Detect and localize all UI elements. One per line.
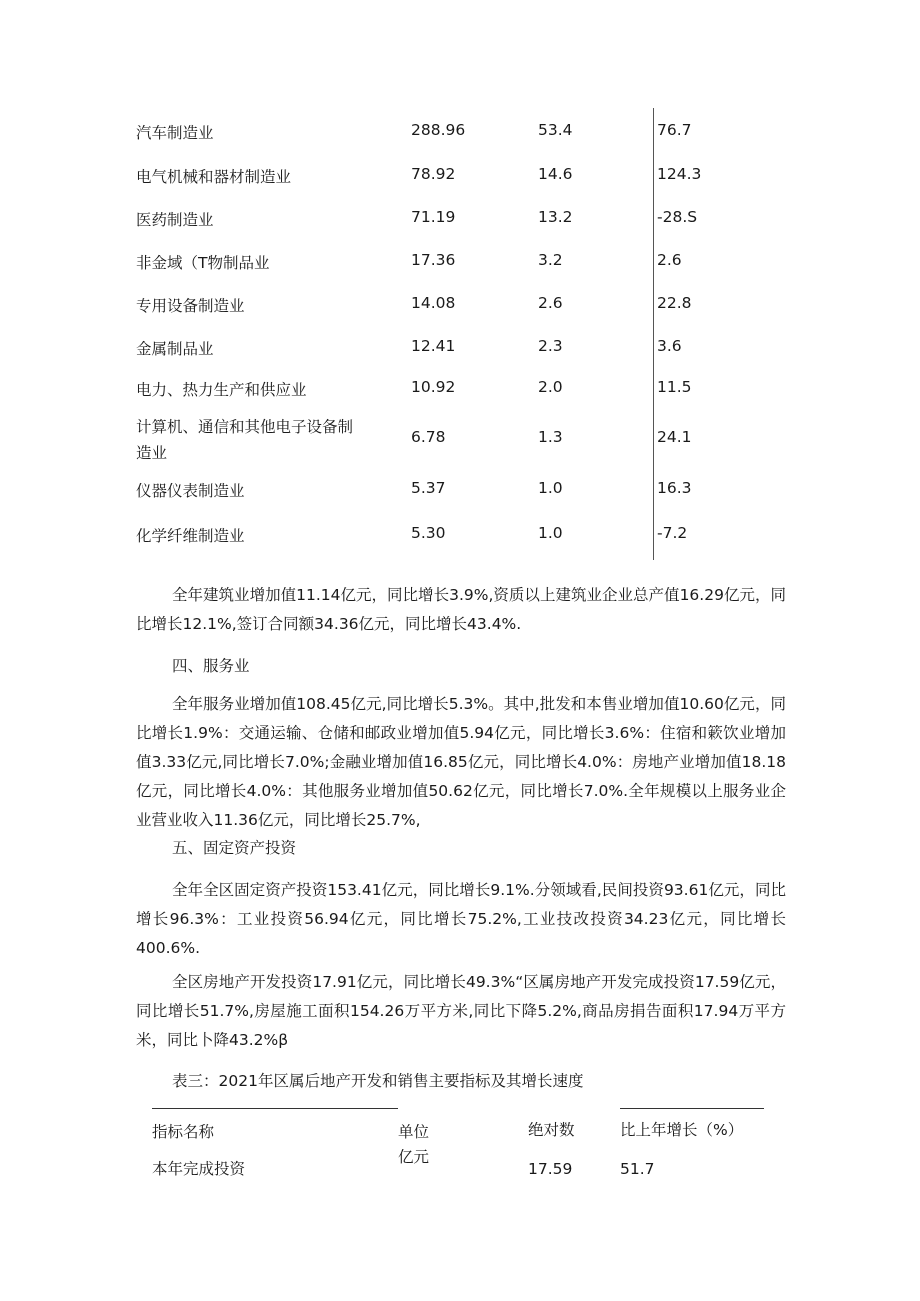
industry-name: 专用设备制造业 — [136, 297, 245, 315]
industry-name: 非金域（T物制品业 — [136, 254, 270, 272]
services-paragraph: 全年服务业增加值108.45亿元,同比增长5.3%。其中,批发和本售业增加值10.60亿元，同比增长1.9%：交通运输、仓储和邮政业增加值5.94亿元，同比增长3.6%：住宿和簌饮业增加值3.33亿元,同比增长7.0%;金融业增加值16.85亿元，同比增长4.0%：房地产业增加值18.18亿元，同比增长4.0%：其他服务业增加值50.62亿元，同比增长7.0%.全年规模以上服务业企业营业收入11.36亿元，同比增长25.7%, — [136, 695, 786, 829]
industry-share: 2.6 — [538, 294, 563, 312]
table3-header-name: 指标名称 — [152, 1123, 215, 1141]
real-estate-paragraph: 全区房地产开发投资17.91亿元，同比增长49.3%“区属房地产开发完成投资17.59亿元，同比增长51.7%,房屋施工面积154.26万平方米,同比下降5.2%,商品房捐告面积17.94万平方米，同比卜降43.2%β — [136, 973, 786, 1049]
table3-header-absolute: 绝对数 — [528, 1121, 575, 1139]
industry-name: 金属制品业 — [136, 340, 214, 358]
industry-value: 78.92 — [411, 165, 456, 183]
industry-growth: -7.2 — [657, 524, 688, 542]
industry-name: 电气机械和器材制造业 — [136, 168, 292, 186]
investment-paragraph: 全年全区固定资产投资153.41亿元，同比增长9.1%.分领域看,民间投资93.61亿元，同比增长96.3%：工业投资56.94亿元，同比增长75.2%,工业技改投资34.23亿元，同比增长400.6%. — [136, 881, 786, 957]
industry-growth: 2.6 — [657, 251, 682, 269]
industry-value: 17.36 — [411, 251, 456, 269]
table3-row-growth: 51.7 — [620, 1160, 655, 1178]
construction-paragraph: 全年建筑业增加值11.14亿元，同比增长3.9%,资质以上建筑业企业总产值16.29亿元，同比增长12.1%,签订合同额34.36亿元，同比增长43.4%. — [136, 586, 786, 633]
industry-value: 12.41 — [411, 337, 456, 355]
industry-value: 5.30 — [411, 524, 446, 542]
industry-share: 2.3 — [538, 337, 563, 355]
industry-value: 288.96 — [411, 121, 466, 139]
industry-value: 71.19 — [411, 208, 456, 226]
table3-header-unit: 单位 — [398, 1123, 430, 1141]
table3-rule-right — [620, 1108, 764, 1109]
industry-growth: 3.6 — [657, 337, 682, 355]
industry-name: 电力、热力生产和供应业 — [136, 381, 307, 399]
industry-share: 1.0 — [538, 524, 563, 542]
vertical-rule — [653, 108, 654, 560]
industry-growth: 24.1 — [657, 428, 692, 446]
table3-caption: 表三：2021年区属后地产开发和销售主要指标及其增长速度 — [172, 1072, 584, 1090]
industry-name-line1: 计算机、通信和其他电子设备制 — [136, 418, 354, 436]
industry-share: 1.0 — [538, 479, 563, 497]
table3-rule-left — [152, 1108, 398, 1109]
industry-name: 汽车制造业 — [136, 124, 214, 142]
industry-growth: 22.8 — [657, 294, 692, 312]
industry-growth: 11.5 — [657, 378, 692, 396]
industry-growth: -28.S — [657, 208, 698, 226]
industry-name: 医药制造业 — [136, 211, 214, 229]
industry-share: 3.2 — [538, 251, 563, 269]
industry-share: 53.4 — [538, 121, 573, 139]
industry-growth: 16.3 — [657, 479, 692, 497]
table3-row-unit: 亿元 — [398, 1148, 430, 1166]
industry-value: 14.08 — [411, 294, 456, 312]
services-heading: 四、服务业 — [172, 657, 250, 675]
industry-value: 5.37 — [411, 479, 446, 497]
industry-name-line2: 造业 — [136, 444, 168, 462]
industry-share: 14.6 — [538, 165, 573, 183]
industry-name: 仪器仪表制造业 — [136, 482, 245, 500]
industry-value: 6.78 — [411, 428, 446, 446]
industry-share: 1.3 — [538, 428, 563, 446]
table3-row-name: 本年完成投资 — [152, 1160, 246, 1178]
industry-share: 2.0 — [538, 378, 563, 396]
industry-growth: 124.3 — [657, 165, 702, 183]
industry-share: 13.2 — [538, 208, 573, 226]
table3-header-growth: 比上年增长（%） — [620, 1121, 744, 1139]
industry-name: 化学纤维制造业 — [136, 527, 245, 545]
industry-value: 10.92 — [411, 378, 456, 396]
investment-heading: 五、固定资产投资 — [172, 839, 297, 857]
industry-growth: 76.7 — [657, 121, 692, 139]
table3-row-absolute: 17.59 — [528, 1160, 573, 1178]
